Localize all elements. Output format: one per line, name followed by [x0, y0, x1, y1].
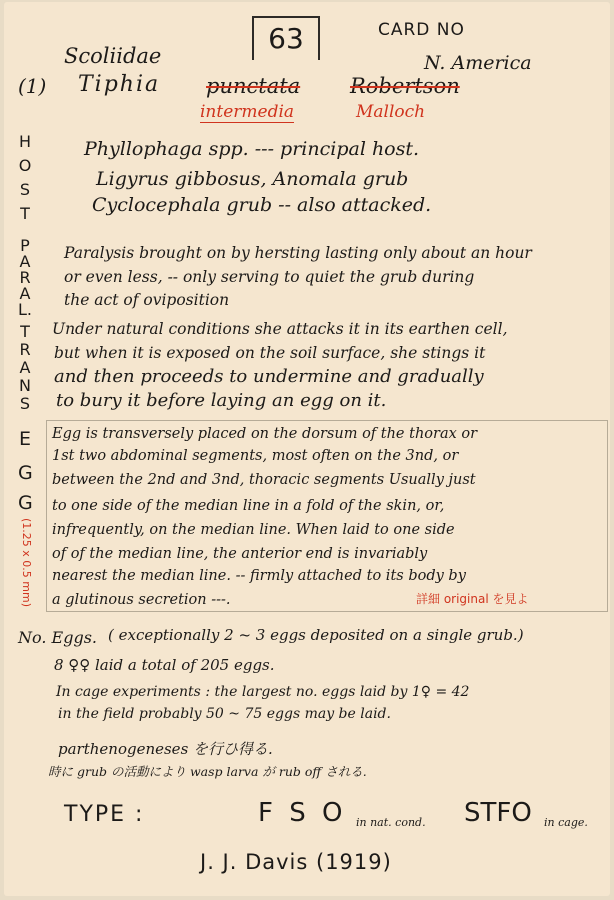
trans-letter-5: S	[19, 394, 31, 413]
species-corrected: intermedia	[200, 102, 295, 122]
egg-line-5: infrequently, on the median line. When laid to one side	[52, 522, 455, 538]
paral-letter-4: A	[19, 284, 31, 303]
egg-line-2: 1st two abdominal segments, most often on the 3nd, or	[52, 448, 459, 464]
host-letter-2: O	[18, 156, 32, 175]
eggs-count-line-4: in the field probably 50 ~ 75 eggs may be laid.	[58, 706, 391, 722]
author-struck: Robertson	[350, 74, 460, 98]
paral-letter-3: R	[19, 268, 31, 287]
trans-line-2: but when it is exposed on the soil surface, she stings it	[54, 344, 486, 362]
egg-line-3: between the 2nd and 3nd, thoracic segments Usually just	[52, 472, 476, 488]
host-line-3: Cyclocephala grub -- also attacked.	[92, 194, 432, 216]
eggs-count-line-6: 時に grub の活動により wasp larva が rub off される.	[48, 764, 367, 779]
eggs-count-line-3: In cage experiments : the largest no. eggs laid by 1♀ = 42	[56, 684, 470, 700]
paral-letter-5: L.	[18, 300, 32, 319]
host-letter-3: S	[19, 180, 31, 199]
egg-line-1: Egg is transversely placed on the dorsum of the thorax or	[52, 426, 478, 442]
card-number: 63	[268, 22, 304, 55]
egg-letter-1: E	[18, 428, 31, 450]
type-fso: F S O	[258, 798, 347, 828]
trans-letter-1: T	[20, 322, 30, 341]
item-number: (1)	[18, 74, 47, 98]
eggs-count-line-2: 8 ♀♀ laid a total of 205 eggs.	[54, 656, 275, 674]
type-stfo: STFO	[464, 798, 532, 828]
paral-line-1: Paralysis brought on by hersting lasting only about an hour	[64, 244, 532, 262]
index-card	[4, 2, 610, 896]
eggs-count-line-1: ( exceptionally 2 ~ 3 eggs deposited on a single grub.)	[108, 626, 524, 644]
trans-letter-4: N	[19, 376, 31, 395]
author-corrected: Malloch	[356, 102, 426, 122]
host-letter-1: H	[18, 132, 32, 151]
egg-line-6: of of the median line, the anterior end is invariably	[52, 546, 428, 562]
trans-line-4: to bury it before laying an egg on it.	[56, 390, 387, 411]
trans-letter-3: A	[19, 358, 31, 377]
trans-line-1: Under natural conditions she attacks it in its earthen cell,	[52, 320, 508, 338]
paral-letter-1: P	[20, 236, 30, 255]
card-no-label: CARD NO	[378, 20, 465, 40]
host-line-1: Phyllophaga spp. --- principal host.	[84, 138, 420, 160]
paral-line-2: or even less, -- only serving to quiet the grub during	[64, 268, 475, 286]
type-label: TYPE :	[64, 802, 145, 827]
family-name: Scoliidae	[64, 44, 162, 68]
species-struck: punctata	[206, 74, 301, 98]
host-letter-4: T	[20, 204, 30, 223]
egg-note-red: 詳細 original を見よ	[416, 592, 529, 606]
reference: J. J. Davis (1919)	[200, 850, 392, 874]
egg-line-4: to one side of the median line in a fold of the skin, or,	[52, 498, 445, 514]
egg-letter-3: G	[18, 492, 33, 514]
host-line-2: Ligyrus gibbosus, Anomala grub	[96, 168, 409, 190]
eggs-count-label: No. Eggs.	[18, 628, 97, 647]
card-number-box	[252, 16, 320, 60]
type-stfo-note: in cage.	[544, 816, 588, 829]
egg-size-note: (1.25 x 0.5 mm)	[20, 518, 33, 607]
egg-line-8: a glutinous secretion ---.	[52, 592, 231, 608]
genus: Tiphia	[78, 72, 161, 97]
egg-letter-2: G	[18, 462, 33, 484]
paral-letter-2: A	[19, 252, 31, 271]
eggs-count-line-5: parthenogeneses を行ひ得る.	[58, 740, 273, 758]
trans-letter-2: R	[19, 340, 31, 359]
egg-line-7: nearest the median line. -- firmly attached to its body by	[52, 568, 466, 584]
paral-line-3: the act of oviposition	[64, 291, 230, 309]
region: N. America	[424, 52, 532, 74]
type-fso-note: in nat. cond.	[356, 816, 426, 829]
trans-line-3: and then proceeds to undermine and gradually	[54, 366, 484, 387]
